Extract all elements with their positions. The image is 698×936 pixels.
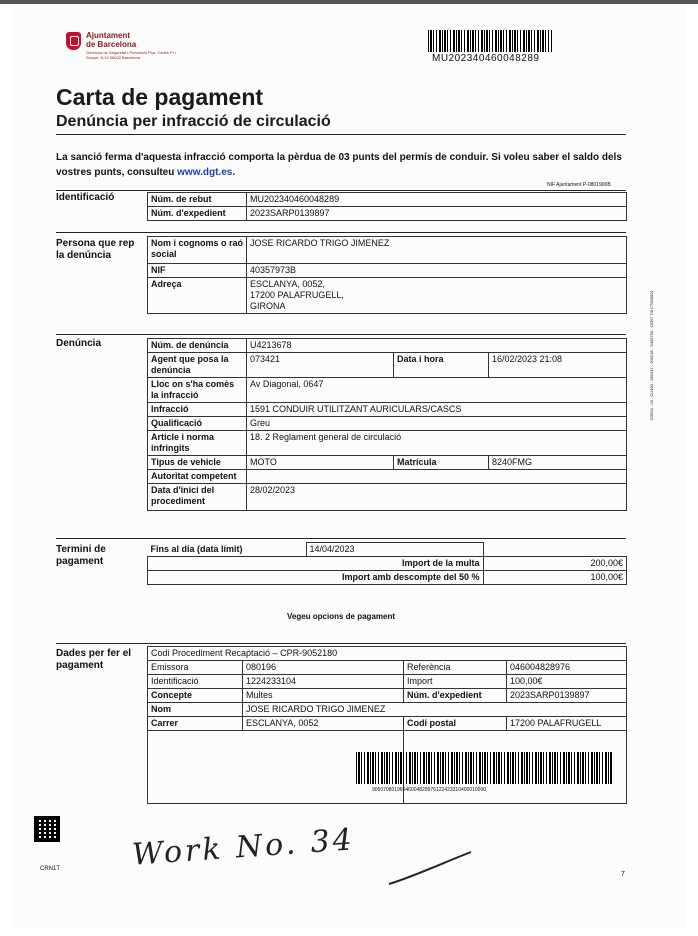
num-denuncia-label: Núm. de denúncia — [148, 339, 247, 353]
nom-value: JOSE RICARDO TRIGO JIMENEZ — [247, 237, 627, 264]
nif-ajuntament: NIF Ajuntament P-0801900B — [547, 182, 611, 188]
page-number: 7 — [621, 871, 625, 878]
matricula-value: 8240FMG — [489, 456, 627, 470]
table-row — [148, 675, 627, 689]
agent-value: 073421 — [247, 353, 394, 378]
table-row — [148, 431, 627, 456]
table-row — [148, 207, 627, 221]
logo-line-2: de Barcelona — [86, 40, 137, 49]
nif-label: NIF — [148, 264, 247, 278]
table-row — [148, 543, 627, 557]
codi-procediment: Codi Procediment Recaptació – CPR-9052180 — [148, 647, 627, 661]
nom-pag-value: JOSE RICARDO TRIGO JIMENEZ — [243, 703, 627, 717]
data-hora-label: Data i hora — [394, 353, 489, 378]
concepte-value: Multes — [243, 689, 404, 703]
emissora-label: Emissora — [148, 661, 243, 675]
page-subtitle: Denúncia per infracció de circulació — [56, 113, 331, 130]
table-row — [148, 571, 627, 585]
top-barcode-number: MU202340460048289 — [432, 53, 540, 64]
table-row — [148, 647, 627, 661]
infraccio-value: 1591 CONDUIR UTILITZANT AURICULARS/CASCS — [247, 403, 627, 417]
concepte-label: Concepte — [148, 689, 243, 703]
table-row — [148, 470, 627, 484]
payment-barcode — [356, 752, 612, 784]
adreca-value — [247, 278, 627, 314]
table-row — [148, 264, 627, 278]
notice-end: . — [232, 167, 236, 178]
nom-label: Nom i cognoms o raó social — [148, 237, 247, 264]
import-label: Import de la multa — [148, 557, 484, 571]
table-row — [148, 193, 627, 207]
signature-stroke — [385, 848, 475, 888]
autoritat-value — [247, 470, 627, 484]
carrer-value: ESCLANYA, 0052 — [243, 717, 404, 731]
identificacio-heading: Identificació — [56, 192, 115, 203]
termini-divider — [56, 538, 626, 539]
vegeu-opcions: Vegeu opcions de pagament — [286, 612, 396, 621]
scan-top-edge — [0, 0, 698, 4]
denuncia-heading: Denúncia — [56, 338, 102, 349]
payment-barcode-digits: 90507080196046004828976122423310400010000 — [372, 787, 487, 793]
table-row — [148, 456, 627, 470]
inici-label: Data d'inici del procediment — [148, 484, 247, 511]
identificacio-table — [147, 192, 627, 221]
table-row — [148, 353, 627, 378]
persona-table — [147, 236, 627, 314]
data-hora-value: 16/02/2023 21:08 — [489, 353, 627, 378]
top-barcode — [428, 30, 552, 52]
infraccio-label: Infracció — [148, 403, 247, 417]
referencia-label: Referència — [404, 661, 507, 675]
fins-value: 14/04/2023 — [306, 543, 483, 557]
expedient-pag-value: 2023SARP0139897 — [507, 689, 627, 703]
qualificacio-label: Qualificació — [148, 417, 247, 431]
table-row — [148, 661, 627, 675]
table-row — [148, 557, 627, 571]
table-row — [148, 339, 627, 353]
address-line-2: 17200 PALAFRUGELL, — [250, 290, 344, 300]
expedient-label: Núm. d'expedient — [148, 207, 247, 221]
table-row — [148, 278, 627, 314]
lloc-value: Av Diagonal, 0647 — [247, 378, 627, 403]
inici-value: 28/02/2023 — [247, 484, 627, 511]
identificacio-divider — [56, 190, 626, 191]
table-row — [148, 417, 627, 431]
table-row — [148, 703, 627, 717]
identificacio-pag-value: 1224233104 — [243, 675, 404, 689]
table-row — [148, 403, 627, 417]
nif-value: 40357973B — [247, 264, 627, 278]
table-row — [148, 689, 627, 703]
rebut-label: Núm. de rebut — [148, 193, 247, 207]
import-pag-label: Import — [404, 675, 507, 689]
table-row — [148, 717, 627, 731]
codi-postal-value: 17200 PALAFRUGELL — [507, 717, 627, 731]
table-row — [148, 237, 627, 264]
persona-divider — [56, 232, 626, 233]
logo-address: Gerència de Seguretat i Prevenció Pça. Carles Pi i Sunyer, 8-10 08002 Barcelona — [86, 50, 176, 60]
notice-text: La sanció ferma d'aquesta infracció comporta la pèrdua de 03 punts del permís de conduir. Si voleu saber el saldo dels vostres punts, consulteu — [56, 152, 622, 178]
termini-heading: Termini de pagament — [56, 544, 106, 567]
form-code: CRN1T — [40, 866, 61, 872]
denuncia-table — [147, 338, 627, 511]
logo-line-1: Ajuntament — [86, 31, 130, 40]
dades-heading: Dades per fer el pagament — [56, 648, 132, 671]
autoritat-label: Autoritat competent — [148, 470, 247, 484]
page-title: Carta de pagament — [56, 84, 264, 110]
referencia-value: 046004828976 — [507, 661, 627, 675]
num-denuncia-value: U4213678 — [247, 339, 627, 353]
title-divider — [56, 134, 626, 135]
expedient-value: 2023SARP0139897 — [247, 207, 627, 221]
vertical-form-code: D3024 - 03 - CU490 - 061547 - 000218 - S405700 , CERT 7/8 CT800001 — [649, 290, 654, 420]
qr-code — [34, 816, 60, 842]
descompte-label: Import amb descompte del 50 % — [148, 571, 484, 585]
codi-postal-label: Codi postal — [404, 717, 507, 731]
dgt-link[interactable]: www.dgt.es — [177, 167, 233, 178]
emissora-value: 080196 — [243, 661, 404, 675]
address-line-3: GIRONA — [250, 301, 286, 311]
lloc-label: Lloc on s'ha comès la infracció — [148, 378, 247, 403]
matricula-label: Matrícula — [394, 456, 489, 470]
expedient-pag-label: Núm. d'expedient — [404, 689, 507, 703]
address-line-1: ESCLANYA, 0052, — [250, 279, 325, 289]
denuncia-divider — [56, 334, 626, 335]
identificacio-pag-label: Identificació — [148, 675, 243, 689]
logo-text — [86, 31, 166, 49]
points-notice — [56, 150, 626, 180]
tipus-vehicle-label: Tipus de vehicle — [148, 456, 247, 470]
handwritten-note: Work No. 34 — [131, 822, 356, 873]
dades-divider — [56, 643, 626, 644]
agent-label: Agent que posa la denúncia — [148, 353, 247, 378]
carrer-label: Carrer — [148, 717, 243, 731]
table-row — [148, 484, 627, 511]
adreca-label: Adreça — [148, 278, 247, 314]
rebut-value: MU202340460048289 — [247, 193, 627, 207]
nom-pag-label: Nom — [148, 703, 243, 717]
termini-table — [147, 542, 627, 585]
tipus-vehicle-value: MOTO — [247, 456, 394, 470]
import-pag-value: 100,00€ — [507, 675, 627, 689]
fins-label: Fins al dia (data límit) — [148, 543, 307, 557]
article-value: 18. 2 Reglament general de circulació — [247, 431, 627, 456]
barcelona-shield-icon — [66, 32, 81, 50]
descompte-value: 100,00€ — [483, 571, 627, 585]
qualificacio-value: Greu — [247, 417, 627, 431]
table-row — [148, 378, 627, 403]
import-value: 200,00€ — [483, 557, 627, 571]
article-label: Article i norma infringits — [148, 431, 247, 456]
persona-heading: Persona que rep la denúncia — [56, 238, 135, 261]
